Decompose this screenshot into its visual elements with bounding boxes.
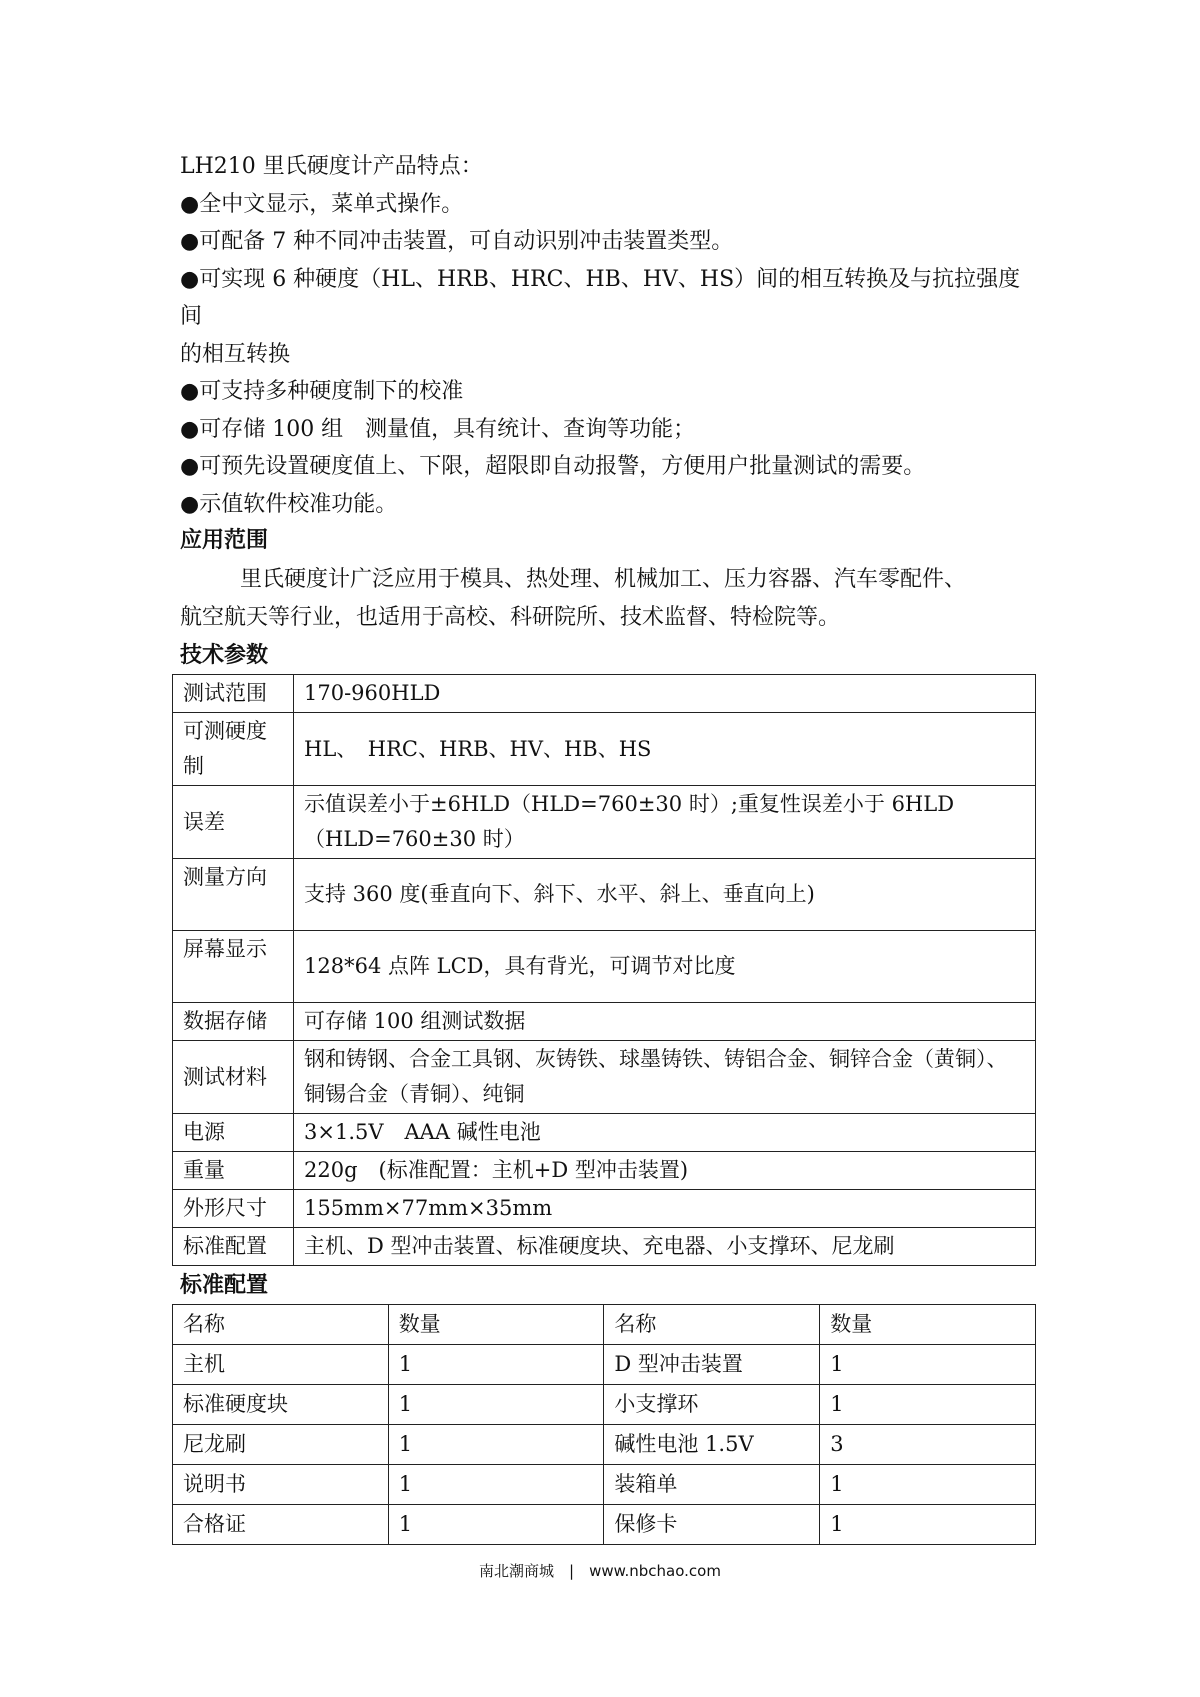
table-cell: 装箱单: [604, 1465, 820, 1505]
table-cell: 1: [388, 1505, 604, 1545]
table-cell: 小支撑环: [604, 1385, 820, 1425]
spec-value: 可存储 100 组测试数据: [294, 1003, 1036, 1041]
table-row: [173, 1385, 1036, 1425]
config-heading: 标准配置: [180, 1273, 269, 1298]
table-header-row: [173, 1305, 1036, 1345]
spec-label: 测试材料: [173, 1041, 294, 1114]
specs-heading: 技术参数: [180, 643, 269, 668]
spec-label: 标准配置: [173, 1228, 294, 1266]
table-row: [173, 1228, 1036, 1266]
feature-item: ● 可支持多种硬度制下的校准: [180, 373, 1040, 411]
table-cell: 1: [388, 1385, 604, 1425]
table-cell: 1: [820, 1465, 1036, 1505]
spec-value: HL、 HRC、HRB、HV、HB、HS: [294, 713, 1036, 786]
table-row: [173, 1465, 1036, 1505]
table-row: [173, 1190, 1036, 1228]
table-cell: 1: [388, 1465, 604, 1505]
spec-value: 3×1.5V AAA 碱性电池: [294, 1114, 1036, 1152]
spec-value: 钢和铸钢、合金工具钢、灰铸铁、球墨铸铁、铸铝合金、铜锌合金（黄铜）、铜锡合金（青铜）、纯铜: [294, 1041, 1036, 1114]
spec-label: 屏幕显示: [173, 931, 294, 1003]
feature-item: ● 可预先设置硬度值上、下限，超限即自动报警，方便用户批量测试的需要。: [180, 448, 1040, 486]
table-cell: 说明书: [173, 1465, 389, 1505]
spec-label: 测量方向: [173, 859, 294, 931]
column-header: 名称: [604, 1305, 820, 1345]
spec-value: 支持 360 度(垂直向下、斜下、水平、斜上、垂直向上): [294, 859, 1036, 931]
spec-label: 误差: [173, 786, 294, 859]
table-row: [173, 713, 1036, 786]
table-row: [173, 675, 1036, 713]
table-row: [173, 1003, 1036, 1041]
spec-label: 可测硬度制: [173, 713, 294, 786]
column-header: 数量: [820, 1305, 1036, 1345]
feature-item: ● 可实现 6 种硬度（HL、HRB、HRC、HB、HV、HS）间的相互转换及与抗拉强度间: [180, 261, 1040, 336]
table-cell: 1: [820, 1385, 1036, 1425]
table-cell: 碱性电池 1.5V: [604, 1425, 820, 1465]
table-cell: 标准硬度块: [173, 1385, 389, 1425]
column-header: 数量: [388, 1305, 604, 1345]
table-cell: 1: [388, 1425, 604, 1465]
spec-value: 主机、D 型冲击装置、标准硬度块、充电器、小支撑环、尼龙刷: [294, 1228, 1036, 1266]
table-row: [173, 1425, 1036, 1465]
table-cell: 1: [820, 1345, 1036, 1385]
spec-label: 测试范围: [173, 675, 294, 713]
table-cell: D 型冲击装置: [604, 1345, 820, 1385]
spec-label: 重量: [173, 1152, 294, 1190]
spec-value: 155mm×77mm×35mm: [294, 1190, 1036, 1228]
table-cell: 合格证: [173, 1505, 389, 1545]
specs-table: [172, 674, 1036, 1266]
spec-label: 电源: [173, 1114, 294, 1152]
table-cell: 保修卡: [604, 1505, 820, 1545]
feature-item: ● 可存储 100 组 测量值，具有统计、查询等功能；: [180, 411, 1040, 449]
table-row: [173, 1152, 1036, 1190]
table-cell: 3: [820, 1425, 1036, 1465]
application-heading: 应用范围: [180, 528, 269, 553]
table-row: [173, 1345, 1036, 1385]
application-text: [180, 561, 1040, 636]
config-table: [172, 1304, 1036, 1545]
spec-value: 128*64 点阵 LCD，具有背光，可调节对比度: [294, 931, 1036, 1003]
table-row: [173, 1505, 1036, 1545]
table-row: [173, 786, 1036, 859]
feature-item: ● 可配备 7 种不同冲击装置，可自动识别冲击装置类型。: [180, 223, 1040, 261]
table-row: [173, 931, 1036, 1003]
table-row: [173, 1041, 1036, 1114]
application-line-2: 航空航天等行业，也适用于高校、科研院所、技术监督、特检院等。: [180, 604, 841, 630]
application-line-1: 里氏硬度计广泛应用于模具、热处理、机械加工、压力容器、汽车零配件、: [240, 567, 967, 592]
spec-label: 数据存储: [173, 1003, 294, 1041]
column-header: 名称: [173, 1305, 389, 1345]
table-cell: 主机: [173, 1345, 389, 1385]
feature-item: ● 示值软件校准功能。: [180, 486, 1040, 524]
table-row: [173, 1114, 1036, 1152]
feature-item: ● 全中文显示，菜单式操作。: [180, 186, 1040, 224]
spec-label: 外形尺寸: [173, 1190, 294, 1228]
table-cell: 1: [820, 1505, 1036, 1545]
page-footer: 南北潮商城 | www.nbchao.com: [479, 1562, 721, 1580]
document-page: [180, 148, 1040, 1545]
table-cell: 1: [388, 1345, 604, 1385]
feature-item-continuation: 的相互转换: [180, 341, 291, 367]
spec-value: 示值误差小于±6HLD（HLD=760±30 时）;重复性误差小于 6HLD（HLD=760±30 时）: [294, 786, 1036, 859]
spec-value: 220g (标准配置：主机+D 型冲击装置): [294, 1152, 1036, 1190]
spec-value: 170-960HLD: [294, 675, 1036, 713]
features-title: LH210 里氏硬度计产品特点：: [180, 154, 483, 179]
table-row: [173, 859, 1036, 931]
table-cell: 尼龙刷: [173, 1425, 389, 1465]
